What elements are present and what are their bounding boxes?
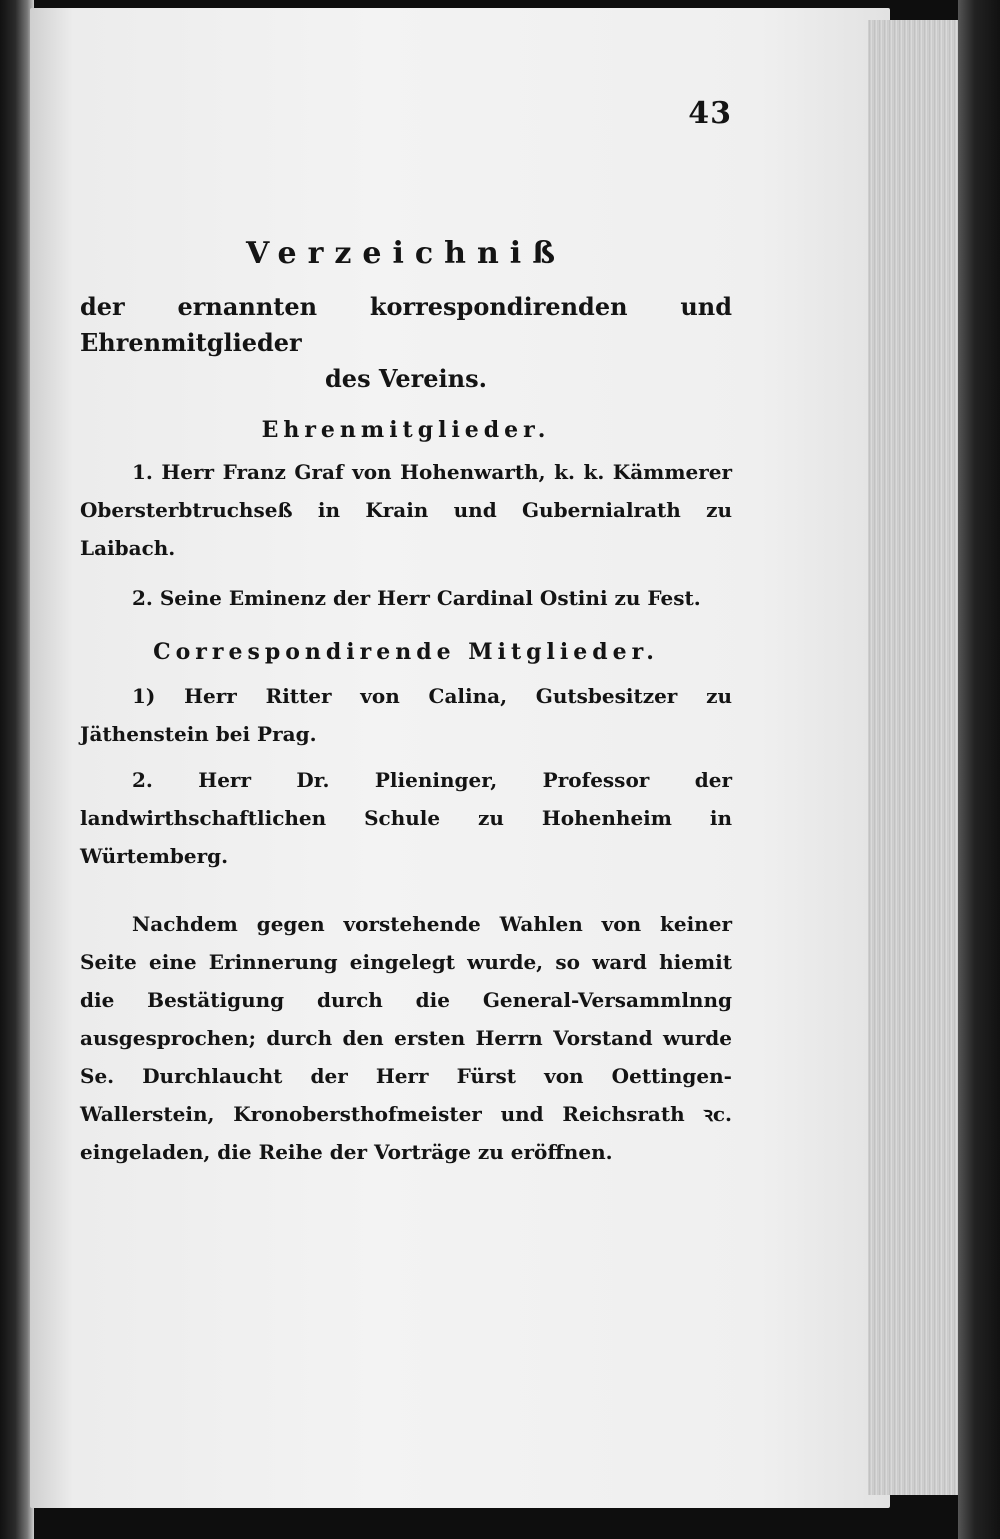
- section-heading-honorary: Ehrenmitglieder.: [261, 417, 551, 443]
- honorary-entry: 1. Herr Franz Graf von Hohenwarth, k. k. Kämmerer Obersterbtruchseß in Krain und Gubernialrath zu Laibach.: [80, 460, 732, 560]
- section-heading-corresponding: Correspondirende Mitglieder.: [153, 639, 659, 665]
- corresponding-entry: 2. Herr Dr. Plieninger, Professor der landwirthschaftlichen Schule zu Hohenheim in Würtemberg.: [80, 768, 732, 868]
- page-number: 43: [688, 96, 732, 131]
- book-cover-right: [958, 0, 1000, 1539]
- closing-paragraph: Nachdem gegen vorstehende Wahlen von keiner Seite eine Erinnerung eingelegt wurde, so ward hiemit die Bestätigung durch die General-Versammlnng ausgesprochen; durch den ersten Herrn Vorstand wurde Se. Durchlaucht der Herr Fürst von Oettingen-Wallerstein, Kronobersthofmeister und Reichsrath ꝛc. eingeladen, die Reihe der Vorträge zu eröffnen.: [80, 912, 732, 1164]
- honorary-entry: 2. Seine Eminenz der Herr Cardinal Ostini zu Fest.: [132, 586, 701, 610]
- book-spine-left: [0, 0, 34, 1539]
- page-title: Verzeichniß: [245, 236, 566, 271]
- page-subtitle-line2: des Vereins.: [325, 364, 487, 393]
- page-content: [80, 90, 732, 1171]
- page-edges: [868, 20, 960, 1495]
- corresponding-entry: 1) Herr Ritter von Calina, Gutsbesitzer zu Jäthenstein bei Prag.: [80, 684, 732, 746]
- page-subtitle-line1: der ernannten korrespondirenden und Ehrenmitglieder: [80, 292, 732, 357]
